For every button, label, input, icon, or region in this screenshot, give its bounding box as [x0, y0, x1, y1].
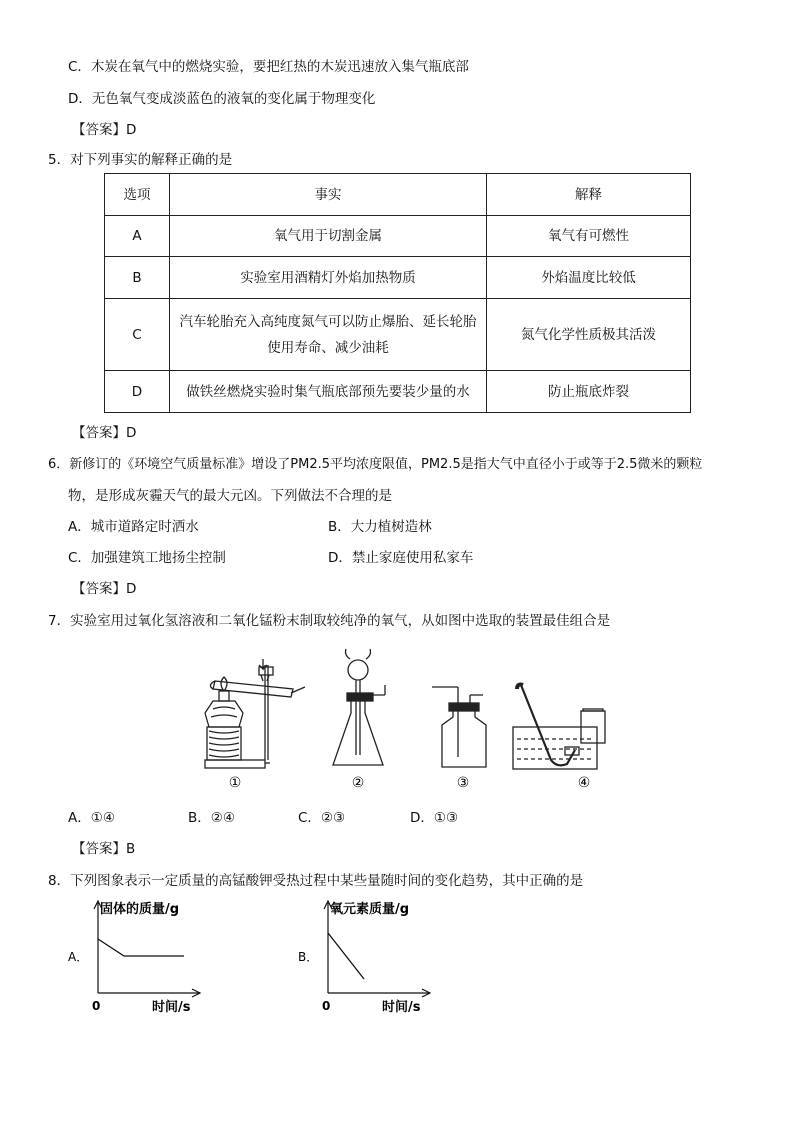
q5-table — [104, 173, 691, 413]
q6-answer: 【答案】D — [72, 581, 137, 597]
table-row — [105, 257, 691, 299]
row-option: D — [105, 371, 170, 413]
row-fact-line2: 使用寿命、减少油耗 — [267, 339, 389, 356]
q7-option-a: A．①④ — [68, 810, 115, 826]
graph-b-curve — [328, 933, 364, 979]
row-explanation: 防止瓶底炸裂 — [487, 371, 691, 413]
apparatus-label-2: ② — [351, 775, 365, 791]
row-fact: 氧气用于切割金属 — [170, 216, 487, 257]
q6-stem-line2: 物，是形成灰霾天气的最大元凶。下列做法不合理的是 — [68, 488, 392, 504]
header-explanation: 解释 — [487, 174, 691, 216]
row-fact — [170, 299, 487, 371]
q6-option-d: D．禁止家庭使用私家车 — [328, 550, 474, 566]
apparatus-3-gas-bottle — [432, 687, 486, 767]
graph-b-origin: 0 — [322, 999, 331, 1013]
q6-option-c: C．加强建筑工地扬尘控制 — [68, 550, 226, 566]
graph-b — [290, 893, 440, 1018]
graph-a-ylabel: 固体的质量/g — [100, 902, 180, 917]
q7-option-b: B．②④ — [188, 810, 235, 826]
apparatus-2-conical-flask — [333, 649, 385, 765]
graph-a-curve — [98, 939, 184, 956]
q6-option-b: B．大力植树造林 — [328, 519, 432, 535]
q5-stem: 5．对下列事实的解释正确的是 — [48, 152, 233, 168]
row-fact-line1: 汽车轮胎充入高纯度氮气可以防止爆胎、延长轮胎 — [179, 313, 477, 330]
q5-answer: 【答案】D — [72, 425, 137, 441]
q6-stem-line1: 6．新修订的《环境空气质量标准》增设了PM2.5平均浓度限值，PM2.5是指大气中直径小于或等于2.5微米的颗粒 — [48, 457, 703, 472]
table-header-row — [105, 174, 691, 216]
table-row — [105, 371, 691, 413]
graph-a-letter: A． — [68, 950, 89, 964]
q4-answer: 【答案】D — [72, 122, 137, 138]
graph-a-xlabel: 时间/s — [152, 1000, 191, 1015]
graph-a-origin: 0 — [92, 999, 101, 1013]
q4-option-c: C．木炭在氧气中的燃烧实验，要把红热的木炭迅速放入集气瓶底部 — [68, 59, 469, 75]
header-option: 选项 — [105, 174, 170, 216]
row-option: A — [105, 216, 170, 257]
apparatus-4-water-trough — [513, 685, 605, 770]
row-fact: 做铁丝燃烧实验时集气瓶底部预先要装少量的水 — [170, 371, 487, 413]
graph-b-xlabel: 时间/s — [382, 1000, 421, 1015]
row-fact: 实验室用酒精灯外焰加热物质 — [170, 257, 487, 299]
q7-stem: 7．实验室用过氧化氢溶液和二氧化锰粉末制取较纯净的氧气，从如图中选取的装置最佳组合是 — [48, 613, 611, 629]
q8-stem: 8．下列图象表示一定质量的高锰酸钾受热过程中某些量随时间的变化趋势，其中正确的是 — [48, 873, 584, 889]
apparatus-figure — [195, 645, 645, 795]
header-fact: 事实 — [170, 174, 487, 216]
row-option: C — [105, 299, 170, 371]
q7-answer: 【答案】B — [72, 841, 136, 857]
q7-option-c: C．②③ — [298, 810, 346, 826]
q6-option-a: A．城市道路定时洒水 — [68, 519, 199, 535]
apparatus-label-3: ③ — [456, 775, 470, 791]
graph-b-ylabel: 氧元素质量/g — [330, 902, 410, 917]
row-option: B — [105, 257, 170, 299]
table-row — [105, 216, 691, 257]
q4-option-d: D．无色氧气变成淡蓝色的液氧的变化属于物理变化 — [68, 91, 376, 107]
graph-a — [60, 893, 210, 1018]
row-explanation: 外焰温度比较低 — [487, 257, 691, 299]
q7-option-d: D．①③ — [410, 810, 459, 826]
graph-b-letter: B． — [298, 950, 319, 964]
table-row — [105, 299, 691, 371]
row-explanation: 氮气化学性质极其活泼 — [487, 299, 691, 371]
apparatus-label-4: ④ — [577, 775, 591, 791]
row-explanation: 氧气有可燃性 — [487, 216, 691, 257]
apparatus-1-heating-tube — [205, 659, 305, 768]
apparatus-label-1: ① — [228, 775, 242, 791]
